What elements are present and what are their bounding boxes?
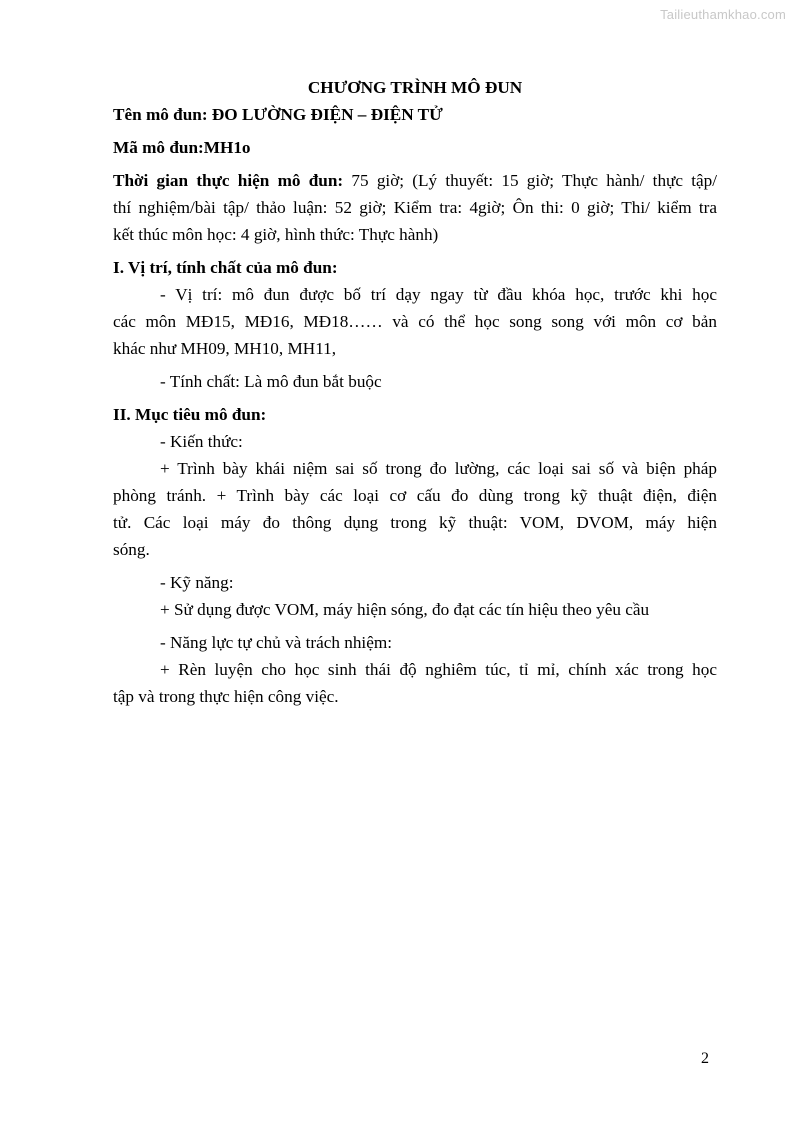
duration-paragraph [113, 167, 717, 248]
page-number: 2 [701, 1050, 709, 1067]
duration-line-3: kết thúc môn học: 4 giờ, hình thức: Thực hành) [113, 225, 439, 244]
position-line-1: - Vị trí: mô đun được bố trí dạy ngay từ đầu khóa học, trước khi học [160, 285, 717, 304]
section-1-heading: I. Vị trí, tính chất của mô đun: [113, 258, 338, 277]
skills-line-1: + Sử dụng được VOM, máy hiện sóng, đo đạt các tín hiệu theo yêu cầu [160, 600, 650, 619]
knowledge-line-3: tử. Các loại máy đo thông dụng trong kỹ thuật: VOM, DVOM, máy hiện [113, 513, 717, 532]
duration-line-1-text: 75 giờ; (Lý thuyết: 15 giờ; Thực hành/ thực tập/ [351, 171, 718, 190]
page-title: CHƯƠNG TRÌNH MÔ ĐUN [307, 78, 523, 97]
knowledge-line-2: phòng tránh. + Trình bày các loại cơ cấu đo dùng trong kỹ thuật điện, điện [113, 486, 717, 505]
module-code [113, 134, 717, 161]
knowledge-label: - Kiến thức: [160, 432, 243, 451]
autonomy-block [113, 629, 717, 710]
skills-block [113, 569, 717, 623]
autonomy-label: - Năng lực tự chủ và trách nhiệm: [160, 633, 392, 652]
knowledge-line-4: sóng. [113, 540, 150, 559]
duration-label: Thời gian thực hiện mô đun: [113, 171, 344, 190]
autonomy-line-2: tập và trong thực hiện công việc. [113, 687, 339, 706]
watermark: Tailieuthamkhao.com [660, 7, 786, 22]
section-2-heading: II. Mục tiêu mô đun: [113, 405, 267, 424]
document-page [113, 74, 717, 710]
duration-line-1 [113, 167, 717, 194]
position-line-3: khác như MH09, MH10, MH11, [113, 339, 337, 358]
autonomy-line-1: + Rèn luyện cho học sinh thái độ nghiêm túc, tỉ mỉ, chính xác trong học [160, 660, 717, 679]
knowledge-block [113, 428, 717, 563]
module-name [113, 101, 717, 128]
module-code-label: Mã mô đun: [113, 138, 204, 157]
skills-label: - Kỹ năng: [160, 573, 234, 592]
section-1-nature: - Tính chất: Là mô đun bắt buộc [160, 372, 382, 391]
module-name-label: Tên mô đun: [113, 105, 208, 124]
position-line-2: các môn MĐ15, MĐ16, MĐ18…… và có thể học song song với môn cơ bản [113, 312, 717, 331]
section-1-position [113, 281, 717, 362]
duration-line-2: thí nghiệm/bài tập/ thảo luận: 52 giờ; Kiểm tra: 4giờ; Ôn thi: 0 giờ; Thi/ kiểm tra [113, 198, 717, 217]
module-name-value: ĐO LƯỜNG ĐIỆN – ĐIỆN TỬ [211, 105, 443, 124]
knowledge-line-1: + Trình bày khái niệm sai số trong đo lường, các loại sai số và biện pháp [160, 459, 717, 478]
module-code-value: MH1o [203, 138, 251, 157]
